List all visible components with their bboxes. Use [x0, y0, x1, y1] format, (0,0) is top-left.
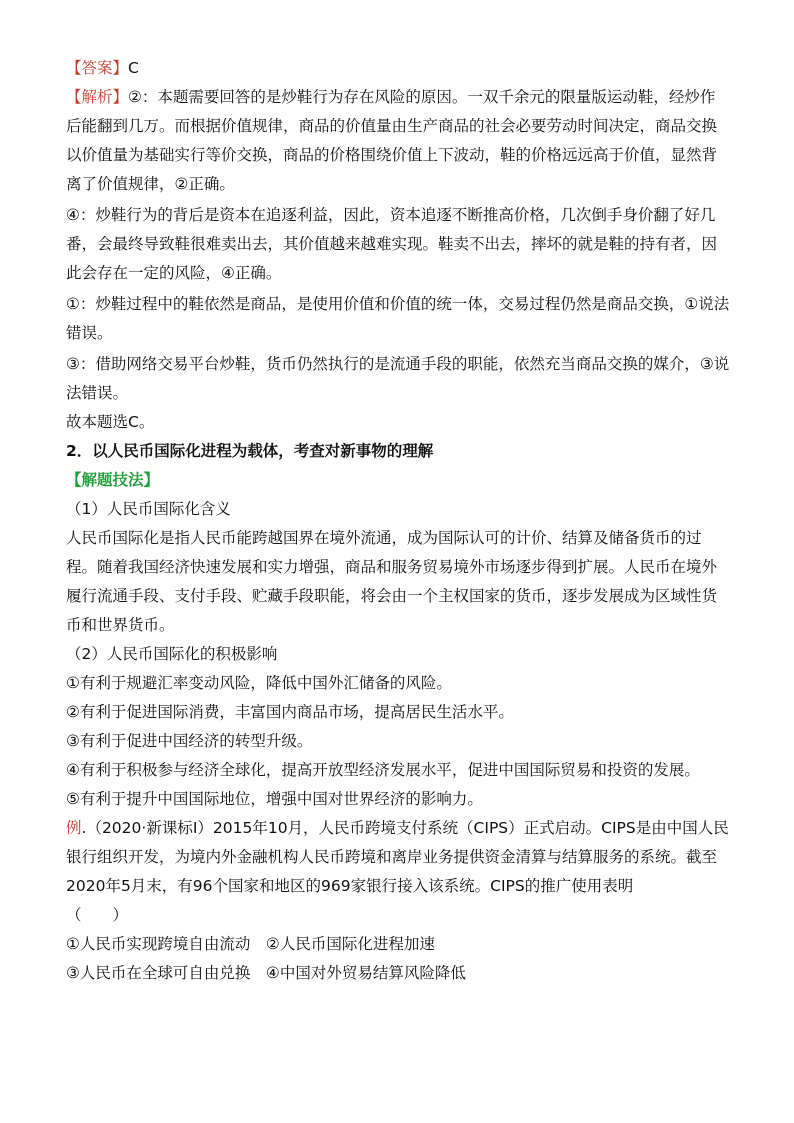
effect-item-5: ⑤有利于提升中国国际地位，增强中国对世界经济的影响力。 — [66, 790, 483, 808]
subheading-effects: （2）人民币国际化的积极影响 — [66, 645, 278, 663]
analysis-paragraph-4: ③：借助网络交易平台炒鞋，货币仍然执行的是流通手段的职能，依然充当商品交换的媒介，③说法错误。 — [66, 355, 730, 402]
answer-line — [66, 54, 730, 83]
section-heading: 2．以人民币国际化进程为载体，考查对新事物的理解 — [66, 442, 434, 460]
analysis-text-1: ②：本题需要回答的是炒鞋行为存在风险的原因。一双千余元的限量版运动鞋，经炒作后能翻到几万。而根据价值规律，商品的价值量由生产商品的社会必要劳动时间决定，商品交换以价值量为基础实行等价交换，商品的价格围绕价值上下波动，鞋的价格远远高于价值，显然背离了价值规律，②正确。 — [66, 88, 718, 193]
example-tag: 例 — [66, 819, 82, 837]
effect-item-4: ④有利于积极参与经济全球化，提高开放型经济发展水平，促进中国国际贸易和投资的发展。 — [66, 761, 700, 779]
document-page — [66, 54, 730, 988]
effect-item-2: ②有利于促进国际消费，丰富国内商品市场，提高居民生活水平。 — [66, 703, 514, 721]
example-question — [66, 814, 730, 901]
analysis-paragraph-1 — [66, 83, 730, 199]
analysis-paragraph-3: ①：炒鞋过程中的鞋依然是商品，是使用价值和价值的统一体，交易过程仍然是商品交换，①说法错误。 — [66, 295, 730, 342]
option-1: ①人民币实现跨境自由流动 — [66, 935, 251, 953]
analysis-paragraph-2: ④：炒鞋行为的背后是资本在追逐利益，因此，资本追逐不断推高价格，几次倒手身价翻了好几番，会最终导致鞋很难卖出去，其价值越来越难实现。鞋卖不出去，摔坏的就是鞋的持有者，因此会存在一定的风险，④正确。 — [66, 206, 718, 282]
example-stem: .（2020·新课标Ⅰ）2015年10月，人民币跨境支付系统（CIPS）正式启动。CIPS是由中国人民银行组织开发，为境内外金融机构人民币跨境和离岸业务提供资金清算与结算服务的系统。截至2020年5月末，有96个国家和地区的969家银行接入该系统。CIPS的推广使用表明 — [66, 819, 729, 895]
option-3: ③人民币在全球可自由兑换 — [66, 964, 251, 982]
option-2: ②人民币国际化进程加速 — [265, 935, 435, 953]
definition-paragraph: 人民币国际化是指人民币能跨越国界在境外流通，成为国际认可的计价、结算及储备货币的过程。随着我国经济快速发展和实力增强，商品和服务贸易境外市场逐步得到扩展。人民币在境外履行流通手段、支付手段、贮藏手段职能，将会由一个主权国家的货币，逐步发展成为区域性货币和世界货币。 — [66, 529, 718, 634]
effect-item-3: ③有利于促进中国经济的转型升级。 — [66, 732, 313, 750]
option-4: ④中国对外贸易结算风险降低 — [265, 964, 466, 982]
analysis-tag: 【解析】 — [66, 88, 129, 106]
answer-tag: 【答案】 — [66, 59, 129, 77]
effect-item-1: ①有利于规避汇率变动风险，降低中国外汇储备的风险。 — [66, 674, 452, 692]
options-row-1 — [66, 930, 730, 959]
analysis-conclusion: 故本题选C。 — [66, 413, 155, 431]
skill-tag: 【解题技法】 — [66, 471, 160, 489]
answer-value: C — [128, 59, 139, 77]
example-blank — [66, 901, 730, 930]
answer-blank: （ ） — [66, 906, 129, 924]
subheading-meaning: （1）人民币国际化含义 — [66, 500, 231, 518]
options-row-2 — [66, 959, 730, 988]
